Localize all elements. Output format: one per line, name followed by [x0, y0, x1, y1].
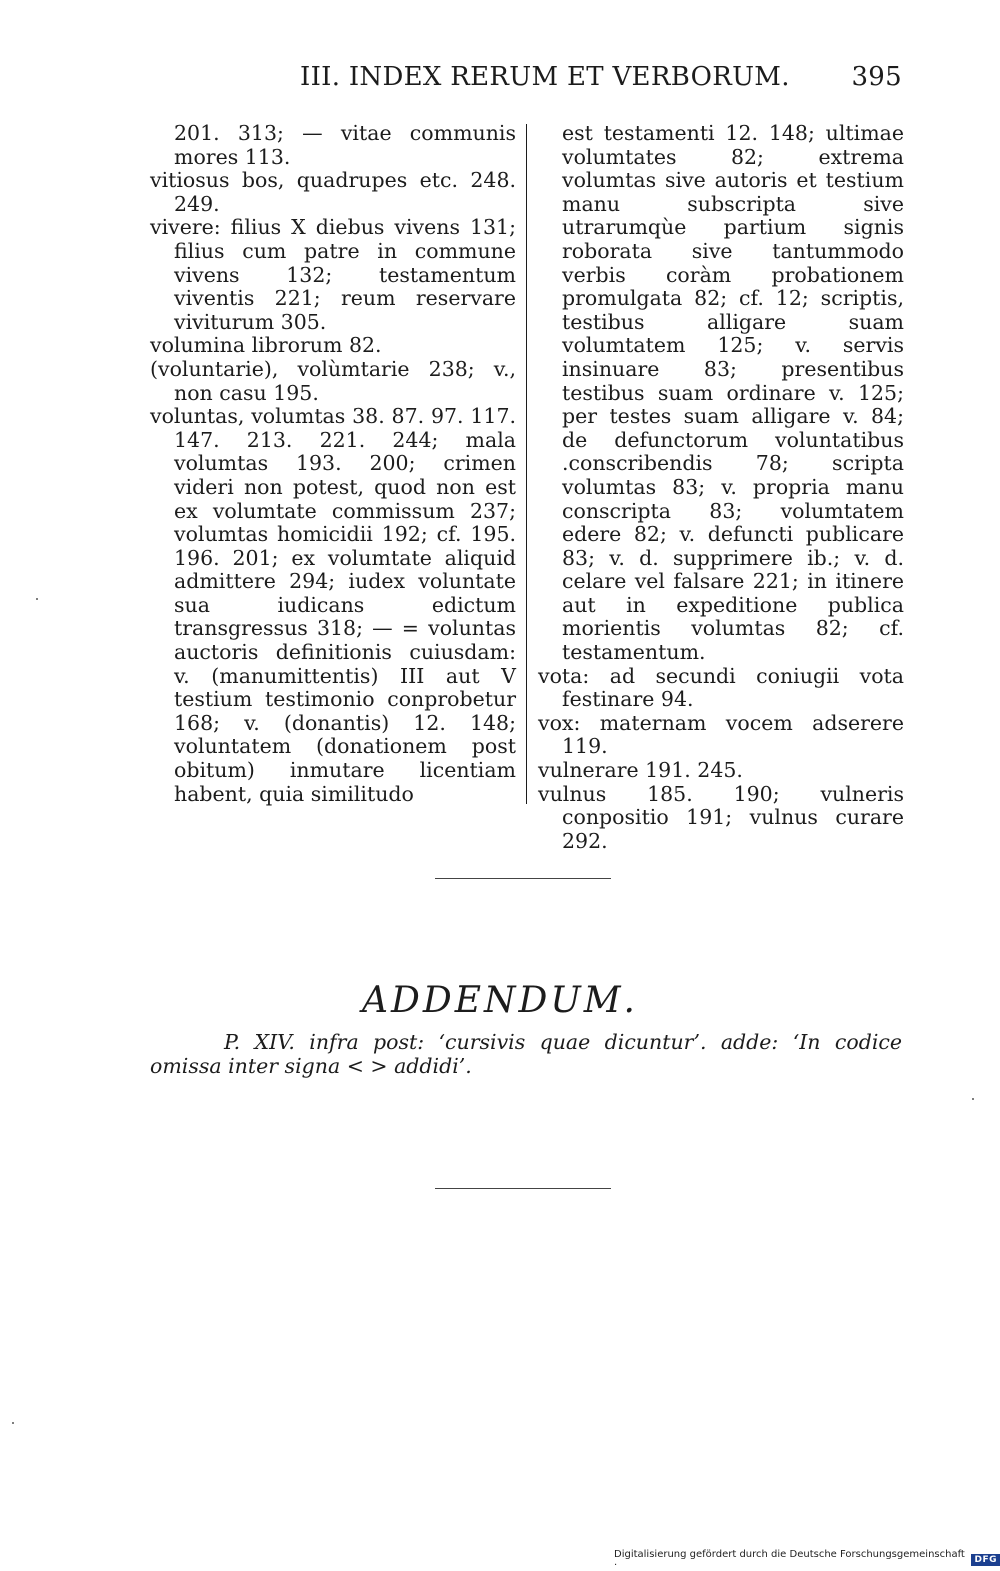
column-divider — [526, 124, 527, 804]
index-entry: volumina librorum 82. — [150, 333, 382, 358]
index-entry: vox: maternam vocem adserere 119. — [538, 710, 904, 759]
index-entry: vulnerare 191. 245. — [538, 758, 743, 783]
running-head-title: III. INDEX RERUM ET VERBORUM. — [300, 62, 790, 92]
section-rule — [435, 878, 611, 879]
paper-speck — [972, 1098, 974, 1100]
section-rule — [435, 1188, 611, 1189]
index-entry: (voluntarie), volùmtarie 238; v., non casu 195. — [150, 356, 516, 405]
running-head — [0, 58, 1000, 98]
index-column-right — [538, 122, 904, 853]
addendum-heading: ADDENDUM. — [361, 980, 638, 1021]
index-column-left — [150, 122, 516, 806]
index-entry: 201. 313; — vitae communis mores 113. — [174, 121, 516, 169]
index-entry: vivere: filius X diebus vivens 131; filius cum patre in commune vivens 132; testamentum viventis 221; reum reservare viviturum 305. — [150, 215, 516, 334]
footer-credit: Digitalisierung gefördert durch die Deutsche Forschungsgemeinschaft · — [614, 1549, 965, 1571]
index-entry: vitiosus bos, quadrupes etc. 248. 249. — [150, 168, 516, 216]
dfg-logo-icon: DFG — [971, 1554, 1000, 1566]
addendum-text: P. XIV. infra post: ‘cursivis quae dicuntur’. adde: ‘In codice omissa inter signa < > addidi’. — [150, 1030, 902, 1078]
index-entry: vota: ad secundi coniugii vota festinare 94. — [538, 663, 904, 712]
index-entry: est testamenti 12. 148; ultimae volumtates 82; extrema volumtas sive autoris et testium manu subscripta sive utrarumqùe partium signis roborata sive tantummodo verbis coràm probationem promulgata 82; cf. 12; scriptis, testibus alligare suam volumtatem 125; v. servis insinuare 83; presentibus testibus suam ordinare v. 125; per testes suam alligare v. 84; de defunctorum voluntatibus .conscribendis 78; scripta volumtas 83; v. propria manu conscripta 83; volumtatem edere 82; v. defuncti publicare 83; v. d. supprimere ib.; v. d. celare vel falsare 221; in itinere aut in expeditione publica morientis volumtas 82; cf. testamentum. — [562, 121, 904, 665]
paper-speck — [36, 598, 38, 600]
index-entry: vulnus 185. 190; vulneris conpositio 191; vulnus curare 292. — [538, 781, 904, 853]
index-entry: voluntas, volumtas 38. 87. 97. 117. 147. 213. 221. 244; mala volumtas 193. 200; crimen videri non potest, quod non est ex volumtate commissum 237; volumtas homicidii 192; cf. 195. 196. 201; ex volumtate aliquid admittere 294; iudex voluntate sua iudicans edictum transgressus 318; — = voluntas auctoris definitionis cuiusdam: v. (manumittentis) III aut V testium testimonio conprobetur 168; v. (donantis) 12. 148; voluntatem (donationem post obitum) inmutare licentiam habent, quia similitudo — [150, 404, 516, 806]
page-number: 395 — [851, 62, 902, 92]
digitization-footer — [614, 1549, 1000, 1571]
paper-speck — [12, 1422, 14, 1424]
